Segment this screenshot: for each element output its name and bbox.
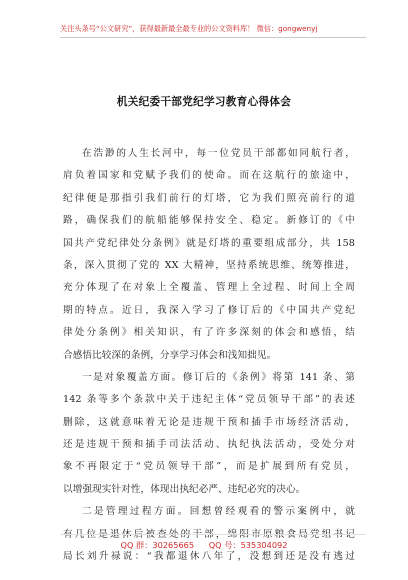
text-line: 肩负着国家和党赋予我们的使命。而在这航行的旅途中， [63,170,355,182]
text-line: 纪律便是那指引我们前行的灯塔，它为我们照亮前行的道 [63,192,355,204]
qq-group: QQ 群：30265665 [120,540,195,550]
header-notice: 关注头条号“公文研究”，获得最新最全最专业的公文资料库！ 微信：gongwenyj [60,24,318,33]
text-line: 律处分条例》相关知识，有了许多深刻的体会和感悟，结 [63,327,355,339]
text-line: 充分体现了在对象上全覆盖、管理上全过程、时间上全周 [63,282,355,294]
text-line: 期的特点。近日，我深入学习了修订后的《中国共产党纪 [63,304,355,316]
text-line: 在浩渺的人生长河中，每一位党员干部都如同航行者， [82,148,355,159]
qq-number: QQ 号：535304092 [208,540,288,550]
text-line: 二是管理过程方面。回想曾经观看的警示案例中，就 [82,506,355,518]
text-line: 国共产党纪律处分条例》就是灯塔的重要组成部分，共 158 [63,237,355,249]
footer-contact [0,540,408,551]
document-title: 机关纪委干部党纪学习教育心得体会 [116,96,292,108]
text-line: 象不再限定于“党员领导干部”，而是扩展到所有党员， [63,461,355,473]
text-line: 局长刘升禄说：“我都退休八年了，没想到还是没有逃过 [63,551,355,563]
document-body [63,143,355,568]
text-line: 有几位是退休后被查处的干部，绵阳市原粮食局党组书记 [63,528,355,540]
paragraph-1 [63,143,355,367]
text-line: 一是对象覆盖方面。修订后的《条例》将第 141 条、第 [82,371,355,383]
text-line: 合感悟比较深的条例，分享学习体会和浅知拙见。 [63,349,277,361]
text-line: 以增强现实针对性，体现出执纪必严、违纪必究的决心。 [63,483,306,495]
text-line: 142 条等多个条款中关于违纪主体“党员领导干部”的表述 [63,394,355,406]
text-line: 条，深入贯彻了党的 XX 大精神，坚持系统思维、统筹推进， [63,259,355,271]
paragraph-2 [63,367,355,501]
footer-divider [60,534,366,535]
text-line: 删除，这就意味着无论是违规干预和插手市场经济活动， [63,416,355,428]
text-line: 路，确保我们的航船能够保持安全、稳定。新修订的《中 [63,215,355,227]
text-line: 还是违规干预和插手司法活动、执纪执法活动，受处分对 [63,439,355,451]
header-divider [60,37,366,38]
